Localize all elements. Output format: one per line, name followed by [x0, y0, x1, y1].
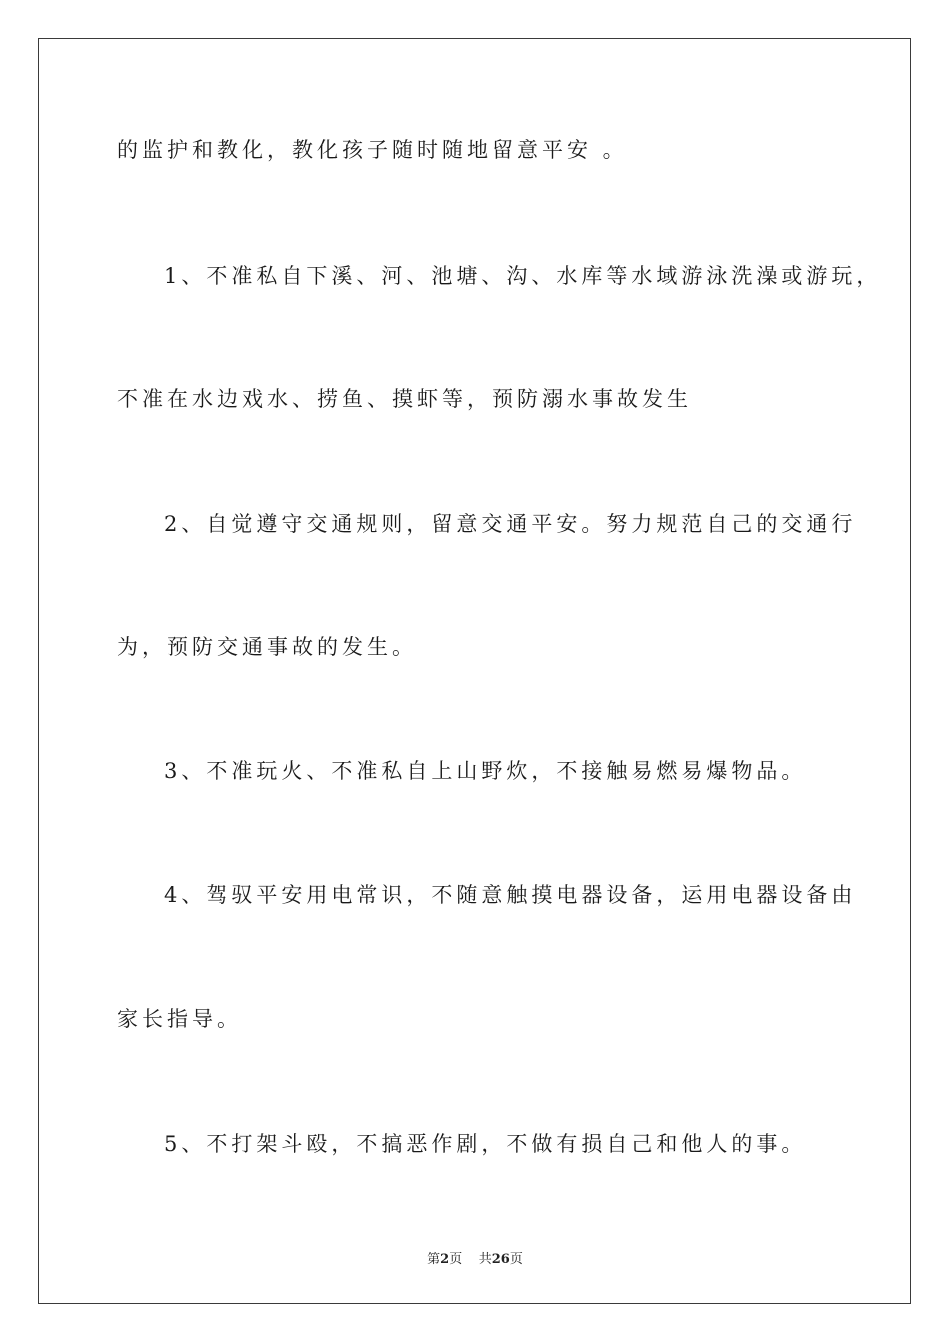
text-line-2: 1、不准私自下溪、河、池塘、沟、水库等水域游泳洗澡或游玩， [164, 264, 882, 288]
text-line-1: 的监护和教化，教化孩子随时随地留意平安 。 [117, 138, 628, 162]
page-footer [0, 1248, 950, 1267]
footer-total-prefix: 共 [478, 1252, 492, 1267]
text-line-9: 5、不打架斗殴，不搞恶作剧，不做有损自己和他人的事。 [164, 1132, 807, 1156]
text-line-7: 4、驾驭平安用电常识，不随意触摸电器设备，运用电器设备由 [164, 883, 857, 907]
footer-total-pages: 26 [491, 1252, 510, 1267]
page-border [38, 38, 911, 1304]
text-line-8: 家长指导。 [117, 1007, 242, 1031]
footer-page-prefix: 第 [427, 1252, 441, 1267]
footer-page-number: 2 [440, 1252, 450, 1267]
text-line-5: 为，预防交通事故的发生。 [117, 635, 417, 659]
text-line-3: 不准在水边戏水、捞鱼、摸虾等，预防溺水事故发生 [117, 387, 692, 411]
footer-total-suffix: 页 [509, 1252, 523, 1267]
text-line-4: 2、自觉遵守交通规则，留意交通平安。努力规范自己的交通行 [164, 512, 857, 536]
text-line-6: 3、不准玩火、不准私自上山野炊，不接触易燃易爆物品。 [164, 759, 807, 783]
footer-page-suffix: 页 [449, 1252, 463, 1267]
